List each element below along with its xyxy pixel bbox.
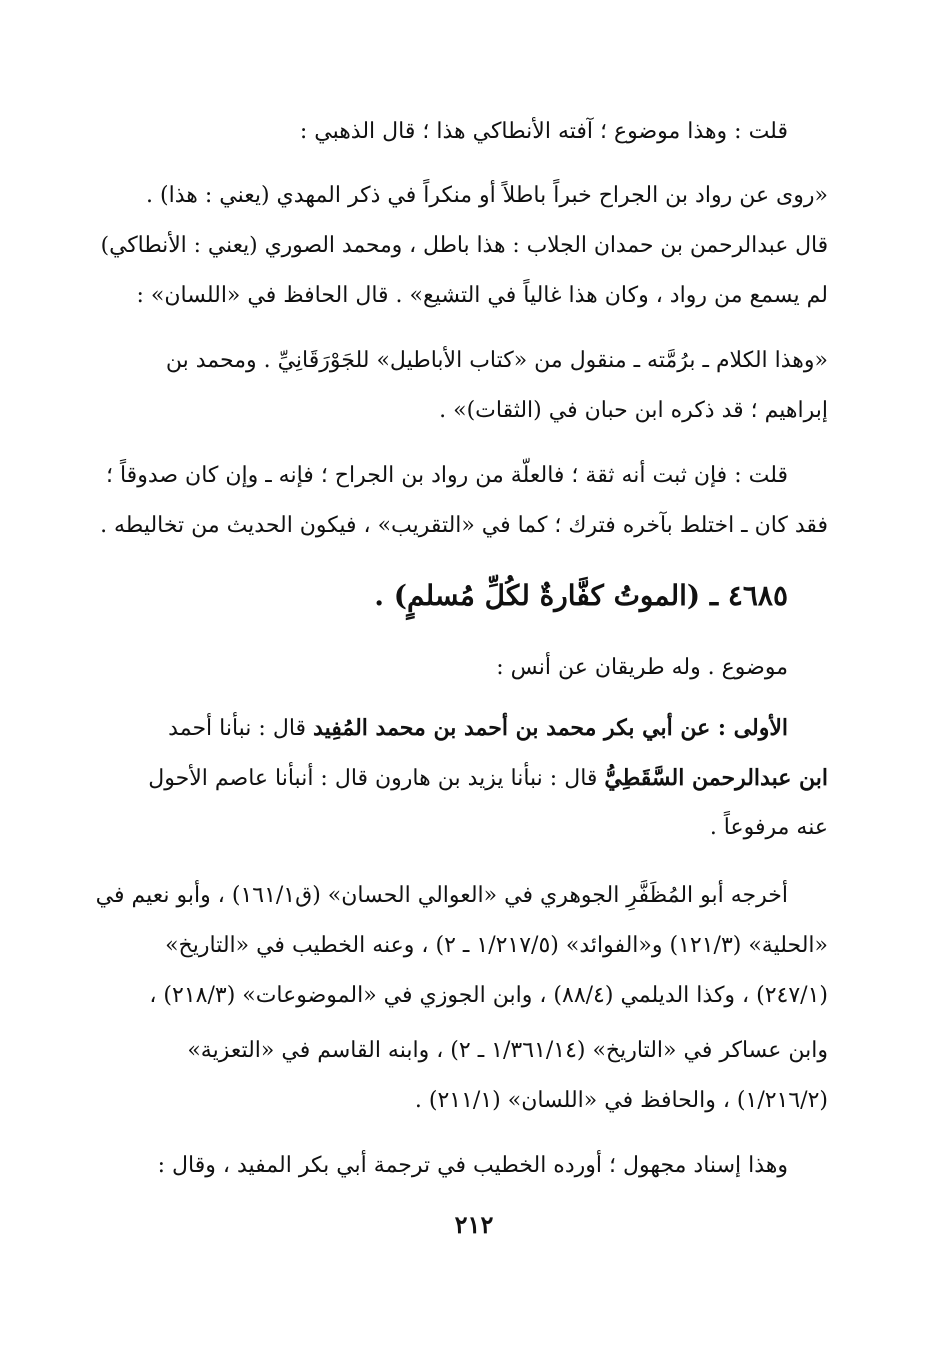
narrator-chain-bold: الأولى : عن أبي بكر محمد بن أحمد بن محمد المُفِيد — [313, 715, 788, 741]
paragraph-7-line-3: (٢٤٧/١) ، وكذا الديلمي (٨٨/٤) ، وابن الجوزي في «الموضوعات» (٢١٨/٣) ، — [149, 983, 828, 1008]
paragraph-6-line-3: عنه مرفوعاً . — [709, 815, 828, 840]
paragraph-1-line-1: قلت : وهذا موضوع ؛ آفته الأنطاكي هذا ؛ قال الذهبي : — [299, 119, 788, 144]
paragraph-6-line-2 — [148, 762, 828, 795]
paragraph-7-line-4: وابن عساكر في «التاريخ» (١/٣٦١/١٤ ـ ٢) ، وابنه القاسم في «التعزية» — [187, 1038, 828, 1063]
paragraph-4-line-2: فقد كان ـ اختلط بآخره فترك ؛ كما في «التقريب» ، فيكون الحديث من تخاليطه . — [100, 513, 828, 538]
paragraph-3-line-1: «وهذا الكلام ـ برُمَّته ـ منقول من «كتاب الأباطيل» للجَوْرَقَانِيِّ . ومحمد بن — [165, 348, 828, 373]
narrator-chain-text: قال : نبأنا أحمد — [168, 716, 314, 741]
hadith-heading: ٤٦٨٥ ـ (الموتُ كفَّارةٌ لكُلِّ مُسلمٍ) . — [374, 579, 788, 612]
paragraph-2-line-3: لم يسمع من رواد ، وكان هذا غالياً في التشيع» . قال الحافظ في «اللسان» : — [136, 283, 828, 308]
paragraph-4-line-1: قلت : فإن ثبت أنه ثقة ؛ فالعلّة من رواد بن الجراح ؛ فإنه ـ وإن كان صدوقاً ؛ — [105, 463, 788, 488]
paragraph-6-line-1 — [168, 712, 788, 745]
page-number: ٢١٢ — [454, 1210, 494, 1239]
paragraph-5-line-1: موضوع . وله طريقان عن أنس : — [496, 655, 788, 680]
narrator-name-bold: ابن عبدالرحمن السَّقَطِيُّ — [604, 765, 828, 791]
paragraph-2-line-2: قال عبدالرحمن بن حمدان الجلاب : هذا باطل ، ومحمد الصوري (يعني : الأنطاكي) — [100, 233, 828, 258]
paragraph-2-line-1: «روى عن رواد بن الجراح خبراً باطلاً أو منكراً في ذكر المهدي (يعني : هذا) . — [146, 183, 828, 208]
paragraph-7-line-1: أخرجه أبو المُظَفَّرِ الجوهري في «العوالي الحسان» (ق١٦١/١) ، وأبو نعيم في — [95, 883, 788, 908]
paragraph-3-line-2: إبراهيم ؛ قد ذكره ابن حبان في (الثقات)» . — [439, 398, 828, 423]
paragraph-7-line-5: (١/٢١٦/٢) ، والحافظ في «اللسان» (٢١١/١) . — [414, 1088, 828, 1113]
narrator-chain-text-2: قال : نبأنا يزيد بن هارون قال : أنبأنا عاصم الأحول — [148, 766, 605, 791]
paragraph-7-line-2: «الحلية» (١٢١/٣) و«الفوائد» (١/٢١٧/٥ ـ ٢) ، وعنه الخطيب في «التاريخ» — [165, 933, 828, 958]
paragraph-8-line-1: وهذا إسناد مجهول ؛ أورده الخطيب في ترجمة أبي بكر المفيد ، وقال : — [157, 1153, 788, 1178]
